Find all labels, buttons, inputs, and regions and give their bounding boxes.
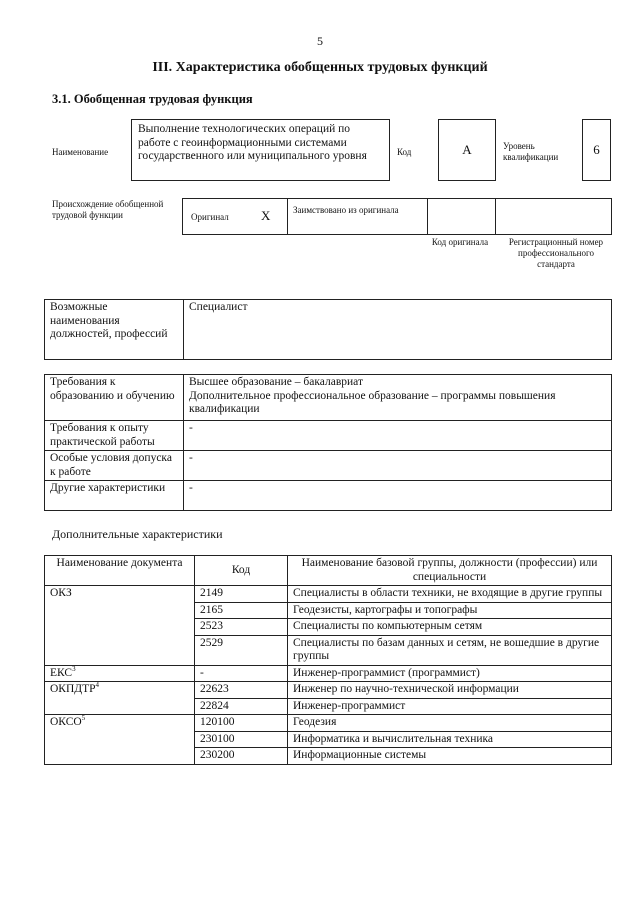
requirement-row — [45, 481, 612, 511]
code-cell: 22824 — [195, 698, 288, 715]
requirement-row — [45, 421, 612, 451]
requirement-value: - — [184, 481, 612, 511]
doc-name: ОКСО — [50, 716, 82, 728]
name-label: Наименование — [52, 147, 109, 157]
code-original-caption: Код оригинала — [431, 237, 489, 247]
doc-cell — [45, 665, 195, 682]
code-cell: 2523 — [195, 619, 288, 636]
requirement-line: Дополнительное профессиональное образование – программы повышения квалификации — [189, 389, 556, 415]
name-cell: Информационные системы — [288, 748, 612, 765]
origin-label: Происхождение обобщенной трудовой функции — [52, 199, 164, 220]
borrowed-label: Заимствовано из оригинала — [293, 205, 399, 215]
code-cell: 2149 — [195, 586, 288, 603]
original-mark: X — [261, 208, 271, 223]
name-cell: Геодезисты, картографы и топографы — [288, 602, 612, 619]
name-cell: Инженер по научно-технической информации — [288, 682, 612, 699]
doc-name: ЕКС — [50, 666, 73, 679]
level-label: Уровень квалификации — [503, 141, 559, 162]
requirement-line: Высшее образование – бакалавриат — [189, 376, 363, 388]
doc-name: ОКПДТР — [50, 683, 96, 695]
page-number: 5 — [317, 34, 323, 48]
positions-value: Специалист — [184, 300, 612, 360]
header-name: Наименование базовой группы, должности (профессии) или специальности — [288, 556, 612, 586]
doc-cell — [45, 715, 195, 765]
level-value-box — [582, 119, 611, 181]
doc-cell — [45, 682, 195, 715]
table-row — [45, 665, 612, 682]
positions-table — [44, 299, 612, 360]
code-label: Код — [397, 147, 412, 157]
name-cell: Геодезия — [288, 715, 612, 732]
code-cell: 230200 — [195, 748, 288, 765]
code-value-box — [438, 119, 496, 181]
header-doc: Наименование документа — [45, 556, 195, 586]
code-cell: - — [195, 665, 288, 682]
name-cell: Инженер-программист (программист) — [288, 665, 612, 682]
name-cell: Информатика и вычислительная техника — [288, 731, 612, 748]
requirement-value: - — [184, 421, 612, 451]
additional-title: Дополнительные характеристики — [52, 527, 223, 541]
divider — [495, 199, 496, 234]
requirement-label: Особые условия допуска к работе — [45, 451, 184, 481]
origin-box — [182, 198, 612, 235]
positions-label: Возможные наименования должностей, профессий — [45, 300, 184, 360]
function-name-value: Выполнение технологических операций по работе с геоинформационными системами государственного или муниципального уровня — [138, 123, 367, 162]
requirement-row — [45, 451, 612, 481]
table-row — [45, 586, 612, 603]
requirements-table — [44, 374, 612, 511]
requirement-label: Другие характеристики — [45, 481, 184, 511]
level-value: 6 — [593, 142, 600, 157]
code-value: A — [462, 142, 472, 157]
name-cell: Специалисты в области техники, не входящие в другие группы — [288, 586, 612, 603]
requirement-value: - — [184, 451, 612, 481]
section-title: III. Характеристика обобщенных трудовых функций — [152, 60, 488, 75]
requirement-label: Требования к образованию и обучению — [45, 375, 184, 421]
divider — [287, 199, 288, 234]
table-row — [45, 715, 612, 732]
doc-name: ОКЗ — [50, 587, 72, 599]
footnote-ref: 4 — [95, 681, 100, 690]
requirement-row — [45, 375, 612, 421]
positions-row — [45, 300, 612, 360]
name-cell: Инженер-программист — [288, 698, 612, 715]
code-cell: 2165 — [195, 602, 288, 619]
header-row — [45, 556, 612, 586]
requirement-label: Требования к опыту практической работы — [45, 421, 184, 451]
requirement-value — [184, 375, 612, 421]
name-cell: Специалисты по компьютерным сетям — [288, 619, 612, 636]
code-cell: 2529 — [195, 635, 288, 665]
original-label: Оригинал — [191, 212, 229, 222]
footnote-ref: 5 — [81, 714, 86, 723]
subsection-title: 3.1. Обобщенная трудовая функция — [52, 92, 253, 106]
code-cell: 22623 — [195, 682, 288, 699]
doc-cell — [45, 586, 195, 666]
code-cell: 230100 — [195, 731, 288, 748]
name-cell: Специалисты по базам данных и сетям, не вошедшие в другие группы — [288, 635, 612, 665]
header-code: Код — [195, 556, 288, 586]
divider — [427, 199, 428, 234]
additional-table — [44, 555, 612, 765]
function-name-box — [131, 119, 390, 181]
table-row — [45, 682, 612, 699]
code-cell: 120100 — [195, 715, 288, 732]
reg-number-caption: Регистрационный номер профессионального стандарта — [508, 237, 604, 269]
footnote-ref: 3 — [72, 664, 76, 673]
